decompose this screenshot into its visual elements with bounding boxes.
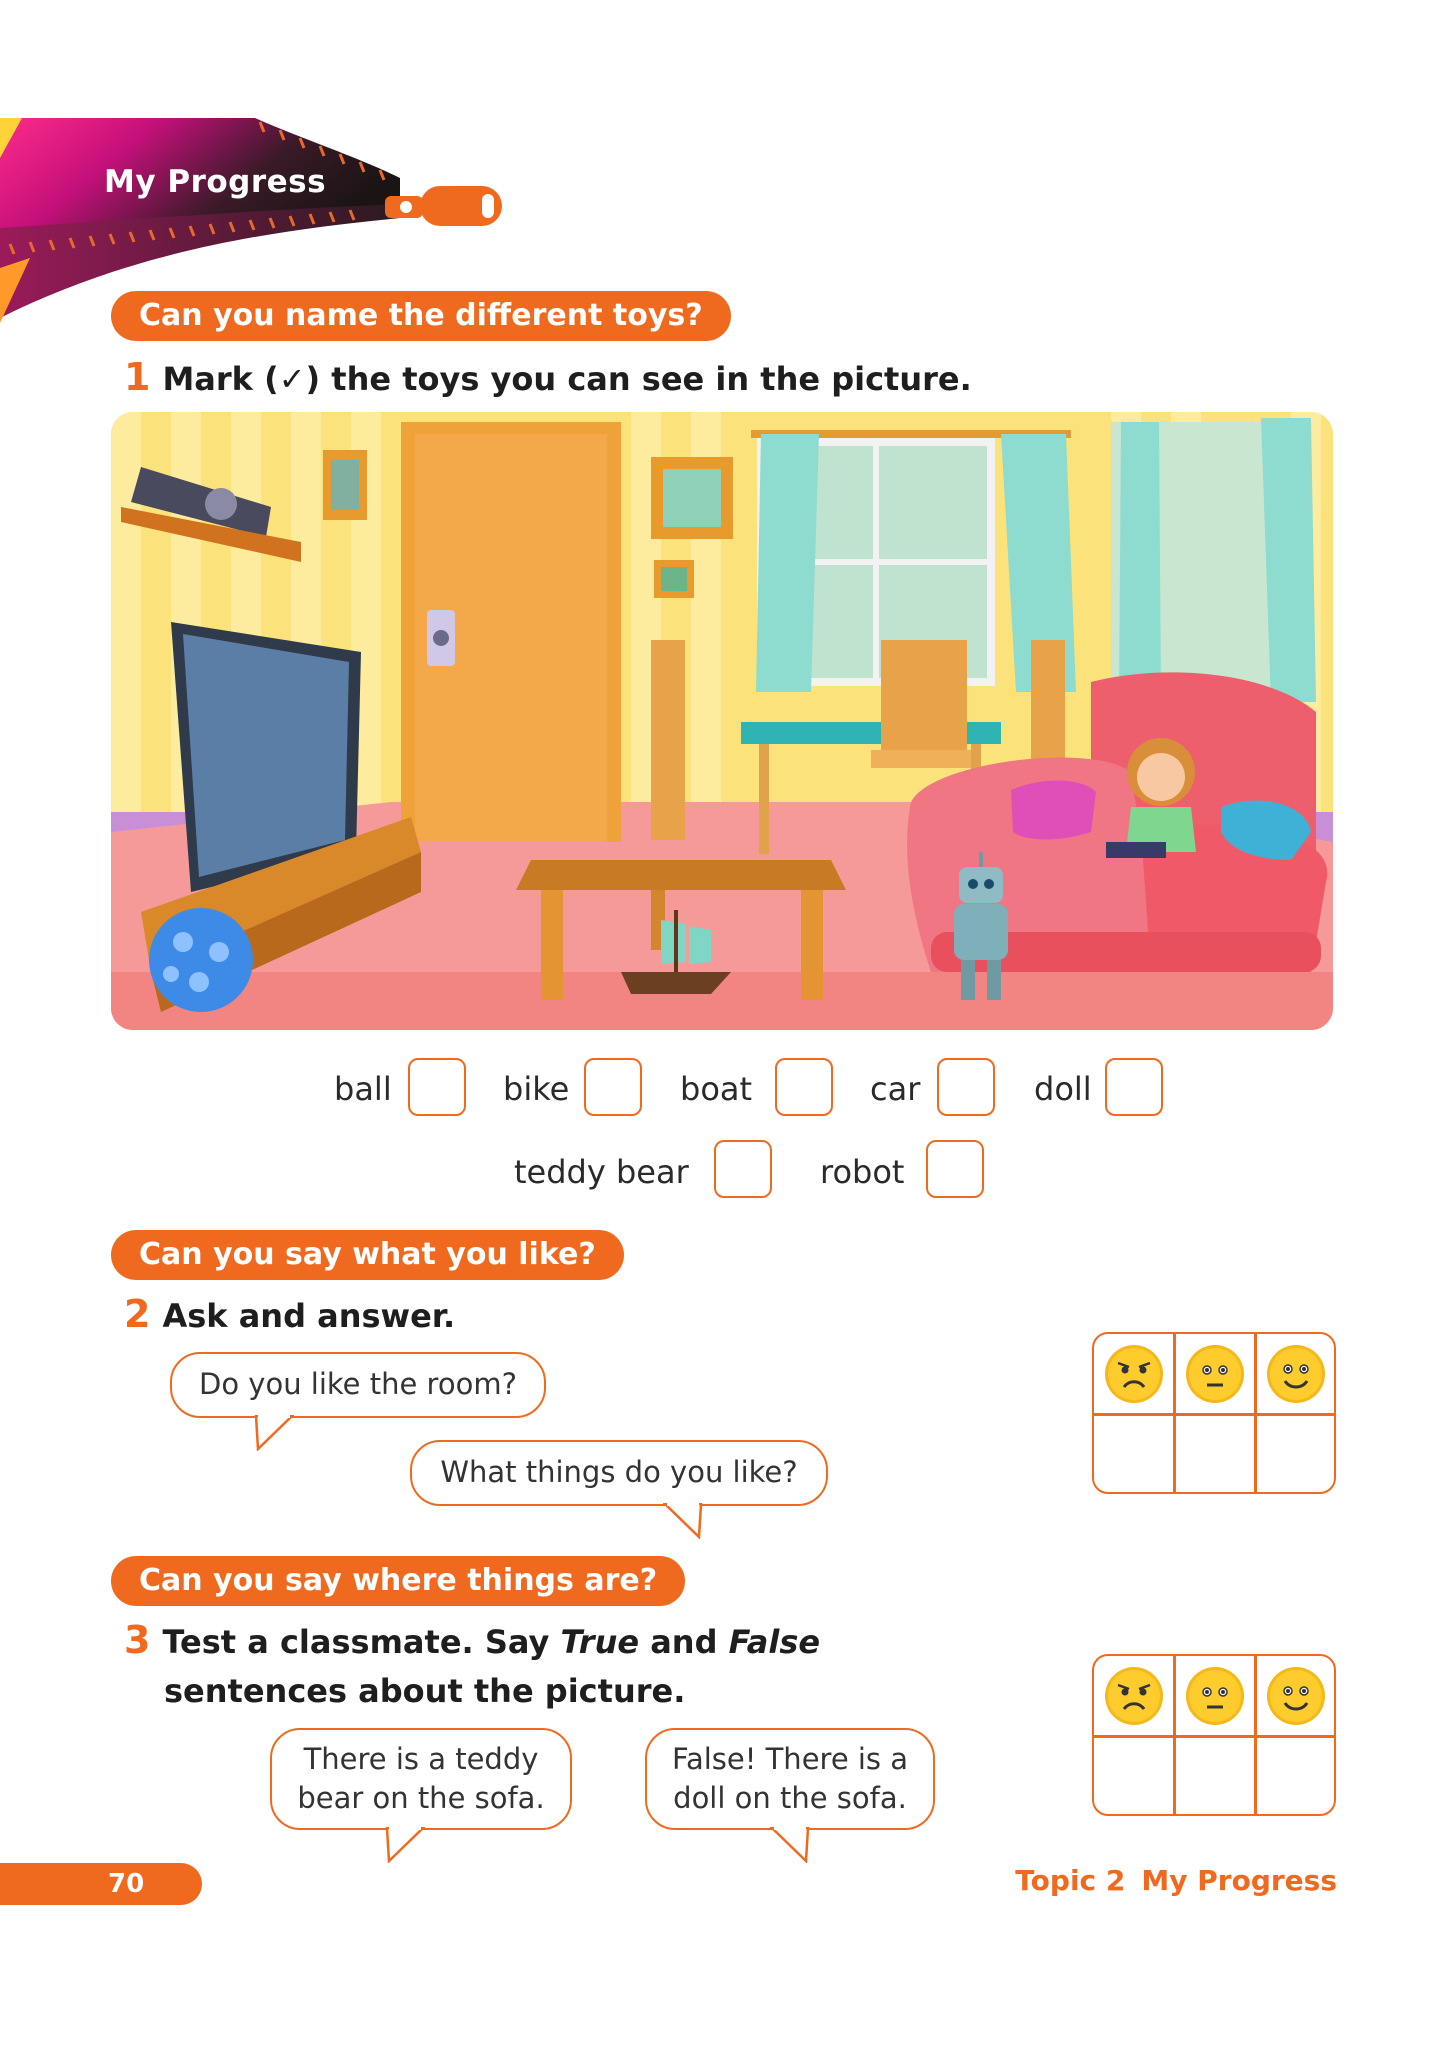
sad-face-icon[interactable] [1103, 1343, 1165, 1405]
section1-pill: Can you name the different toys? [111, 291, 731, 341]
toy-word: ball [334, 1070, 392, 1108]
instruction-text: Mark (✓) the toys you can see in the picture. [162, 360, 972, 398]
bubble-text: False! There is a [671, 1741, 909, 1776]
section3-instruction-line2: sentences about the picture. [164, 1672, 686, 1710]
bubble-text: doll on the sofa. [673, 1781, 907, 1815]
exercise-number: 2 [124, 1292, 151, 1336]
speech-bubble-response [645, 1728, 935, 1830]
checkbox-teddy-bear[interactable] [714, 1140, 772, 1198]
toy-word: car [870, 1070, 921, 1108]
toy-word: bike [503, 1070, 570, 1108]
rating-grid-1 [1092, 1332, 1336, 1494]
happy-face-icon[interactable] [1265, 1343, 1327, 1405]
section2-pill: Can you say what you like? [111, 1230, 624, 1280]
bubble-tail [663, 1503, 703, 1539]
instruction-text: Test a classmate. Say [162, 1623, 561, 1661]
bubble-text: What things do you like? [440, 1455, 798, 1490]
checkbox-doll[interactable] [1105, 1058, 1163, 1116]
checkbox-robot[interactable] [926, 1140, 984, 1198]
section3-instruction [124, 1618, 820, 1662]
toy-word: doll [1034, 1070, 1092, 1108]
rating-grid-2 [1092, 1654, 1336, 1816]
speech-bubble-statement [270, 1728, 572, 1830]
neutral-face-icon[interactable] [1184, 1665, 1246, 1727]
checkbox-car[interactable] [937, 1058, 995, 1116]
happy-face-icon[interactable] [1265, 1665, 1327, 1727]
checkbox-bike[interactable] [584, 1058, 642, 1116]
checkbox-ball[interactable] [408, 1058, 466, 1116]
toy-word: robot [820, 1153, 905, 1191]
bubble-text: bear on the sofa. [297, 1781, 545, 1815]
footer-topic: Topic 2 [1015, 1864, 1126, 1897]
speech-bubble-question-2 [410, 1440, 828, 1506]
neutral-face-icon[interactable] [1184, 1343, 1246, 1405]
bubble-text: There is a teddy [303, 1741, 539, 1776]
bubble-text: Do you like the room? [199, 1367, 517, 1402]
rating-cell-happy[interactable] [1257, 1738, 1333, 1814]
zipper-pull-icon [385, 186, 502, 226]
banner-title: My Progress [104, 164, 327, 200]
section3-pill: Can you say where things are? [111, 1556, 685, 1606]
living-room-picture [111, 412, 1333, 1030]
bubble-tail [385, 1827, 425, 1863]
sad-face-icon[interactable] [1103, 1665, 1165, 1727]
checkbox-boat[interactable] [775, 1058, 833, 1116]
section2-instruction [124, 1292, 455, 1336]
exercise-number: 1 [124, 355, 151, 399]
page-number: 70 [0, 1863, 202, 1905]
toy-word: teddy bear [514, 1153, 689, 1191]
rating-cell-sad[interactable] [1096, 1416, 1172, 1492]
instruction-text: Ask and answer. [162, 1297, 456, 1335]
speech-bubble-question-1 [170, 1352, 546, 1418]
instruction-false: False [728, 1623, 821, 1661]
instruction-true: True [560, 1623, 640, 1661]
rating-cell-sad[interactable] [1096, 1738, 1172, 1814]
section1-instruction [124, 355, 972, 399]
rating-cell-neutral[interactable] [1176, 1416, 1252, 1492]
footer-topic-label [1015, 1864, 1337, 1897]
rating-cell-neutral[interactable] [1176, 1738, 1252, 1814]
instruction-text: and [639, 1623, 729, 1661]
ball-icon [149, 908, 253, 1012]
bubble-tail [254, 1415, 294, 1451]
rating-cell-happy[interactable] [1257, 1416, 1333, 1492]
bubble-tail [770, 1827, 810, 1863]
toy-word: boat [680, 1070, 753, 1108]
footer-section: My Progress [1141, 1864, 1337, 1897]
exercise-number: 3 [124, 1618, 151, 1662]
